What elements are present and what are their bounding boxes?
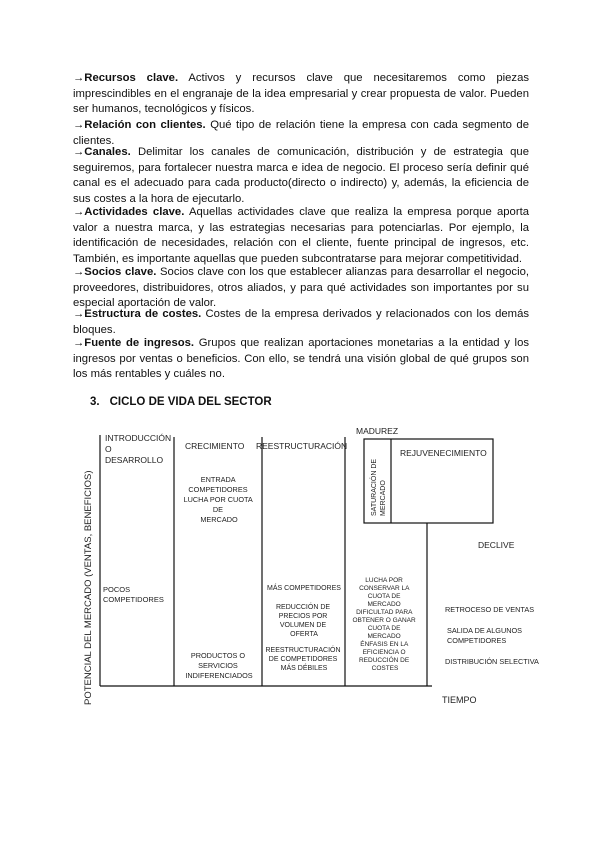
y-axis-label: POTENCIAL DEL MERCADO (VENTAS, BENEFICIOS)	[83, 470, 94, 705]
paragraph-fuente-ingresos: →Fuente de ingresos. Grupos que realizan aportaciones monetarias a la entidad y los ingresos por ventas o beneficios. Con ello, se tendrá una visión global de qué grupos son los más rentables y cuáles no.	[73, 337, 529, 381]
reestructuracion-notes-b: REDUCCIÓN DE PRECIOS POR VOLUMEN DE OFERTA	[275, 604, 331, 638]
declive-notes-b: SALIDA DE ALGUNOS COMPETIDORES	[447, 626, 523, 645]
paragraph-canales: →Canales. Delimitar los canales de comunicación, distribución y de estrategia que seguiremos, para fortalecer nuestra marca e idea de negocio. El proceso sería definir qué canal es el adecuado para cada producto(directo o indirecto) y, además, la eficiencia de sus costes a la hora de ejecutarlo.	[73, 146, 529, 205]
reestructuracion-notes-c: REESTRUCTURACIÓN DE COMPETIDORES MÁS DÉBILES	[265, 647, 341, 672]
declive-notes-c: DISTRIBUCIÓN SELECTIVA	[445, 657, 539, 666]
madurez-notes: LUCHA POR CONSERVAR LA CUOTA DE MERCADO DIFICULTAD PARA OBTENER O GANAR CUOTA DE MERCADO ÉNFASIS EN LA EFICIENCIA O REDUCCIÓN DE COSTES	[352, 577, 416, 672]
crecimiento-notes-top: ENTRADA COMPETIDORES LUCHA POR CUOTA DE MERCADO	[183, 475, 253, 524]
term-fuente-ingresos: Fuente de ingresos.	[84, 337, 195, 349]
paragraph-relacion-clientes: →Relación con clientes. Qué tipo de relación tiene la empresa con cada segmento de clientes.	[73, 119, 530, 147]
stage-introduccion-title: INTRODUCCIÓN O DESARROLLO	[105, 433, 172, 465]
saturacion-vertical: SATURACIÓN DE MERCADO	[371, 458, 387, 516]
stage-reestructuracion-title: REESTRUCTURACIÓN	[256, 441, 348, 451]
stage-rejuvenecimiento-title: REJUVENECIMIENTO	[400, 448, 487, 458]
x-axis-label: TIEMPO	[442, 695, 477, 705]
paragraph-recursos-clave: →Recursos clave. Activos y recursos clave que necesitaremos como piezas imprescindibles en el engranaje de la idea empresarial y crear propuesta de valor. Pueden ser humanos, tecnológicos y físicos.	[73, 72, 529, 116]
introduccion-notes: POCOS COMPETIDORES	[103, 585, 164, 604]
section-heading: 3. CICLO DE VIDA DEL SECTOR	[90, 396, 272, 408]
term-actividades-clave: Actividades clave.	[84, 206, 185, 218]
stage-crecimiento-title: CRECIMIENTO	[185, 441, 245, 451]
declive-notes-a: RETROCESO DE VENTAS	[445, 605, 535, 614]
term-canales: Canales.	[84, 146, 131, 158]
stage-declive-title: DECLIVE	[478, 540, 515, 550]
term-socios-clave: Socios clave.	[84, 266, 157, 278]
term-estructura-costes: Estructura de costes.	[84, 308, 202, 320]
paragraph-actividades-clave: →Actividades clave. Aquellas actividades clave que realiza la empresa porque aporta valor a nuestra marca, y las estrategias necesarias para potenciarlas. Por ejemplo, la identificación de necesidades, relación con el cliente, fuente principal de ingresos, etc. También, es importante aquellas que pueden subcontratarse para mejorar competitividad.	[73, 206, 530, 265]
stage-madurez-title: MADUREZ	[356, 426, 399, 436]
crecimiento-notes-bottom: PRODUCTOS O SERVICIOS INDIFERENCIADOS	[185, 651, 253, 680]
paragraph-socios-clave: →Socios clave. Socios clave con los que establecer alianzas para desarrollar el negocio, proveedores, distribuidores, otros aliados, y para qué actividades son importantes por su especial aportación de valor.	[73, 266, 529, 310]
paragraph-estructura-costes: →Estructura de costes. Costes de la empresa derivados y relacionados con los demás bloques.	[73, 308, 529, 336]
reestructuracion-notes-a: MÁS COMPETIDORES	[267, 585, 341, 592]
term-relacion-clientes: Relación con clientes.	[84, 119, 206, 131]
term-recursos-clave: Recursos clave.	[84, 72, 179, 84]
